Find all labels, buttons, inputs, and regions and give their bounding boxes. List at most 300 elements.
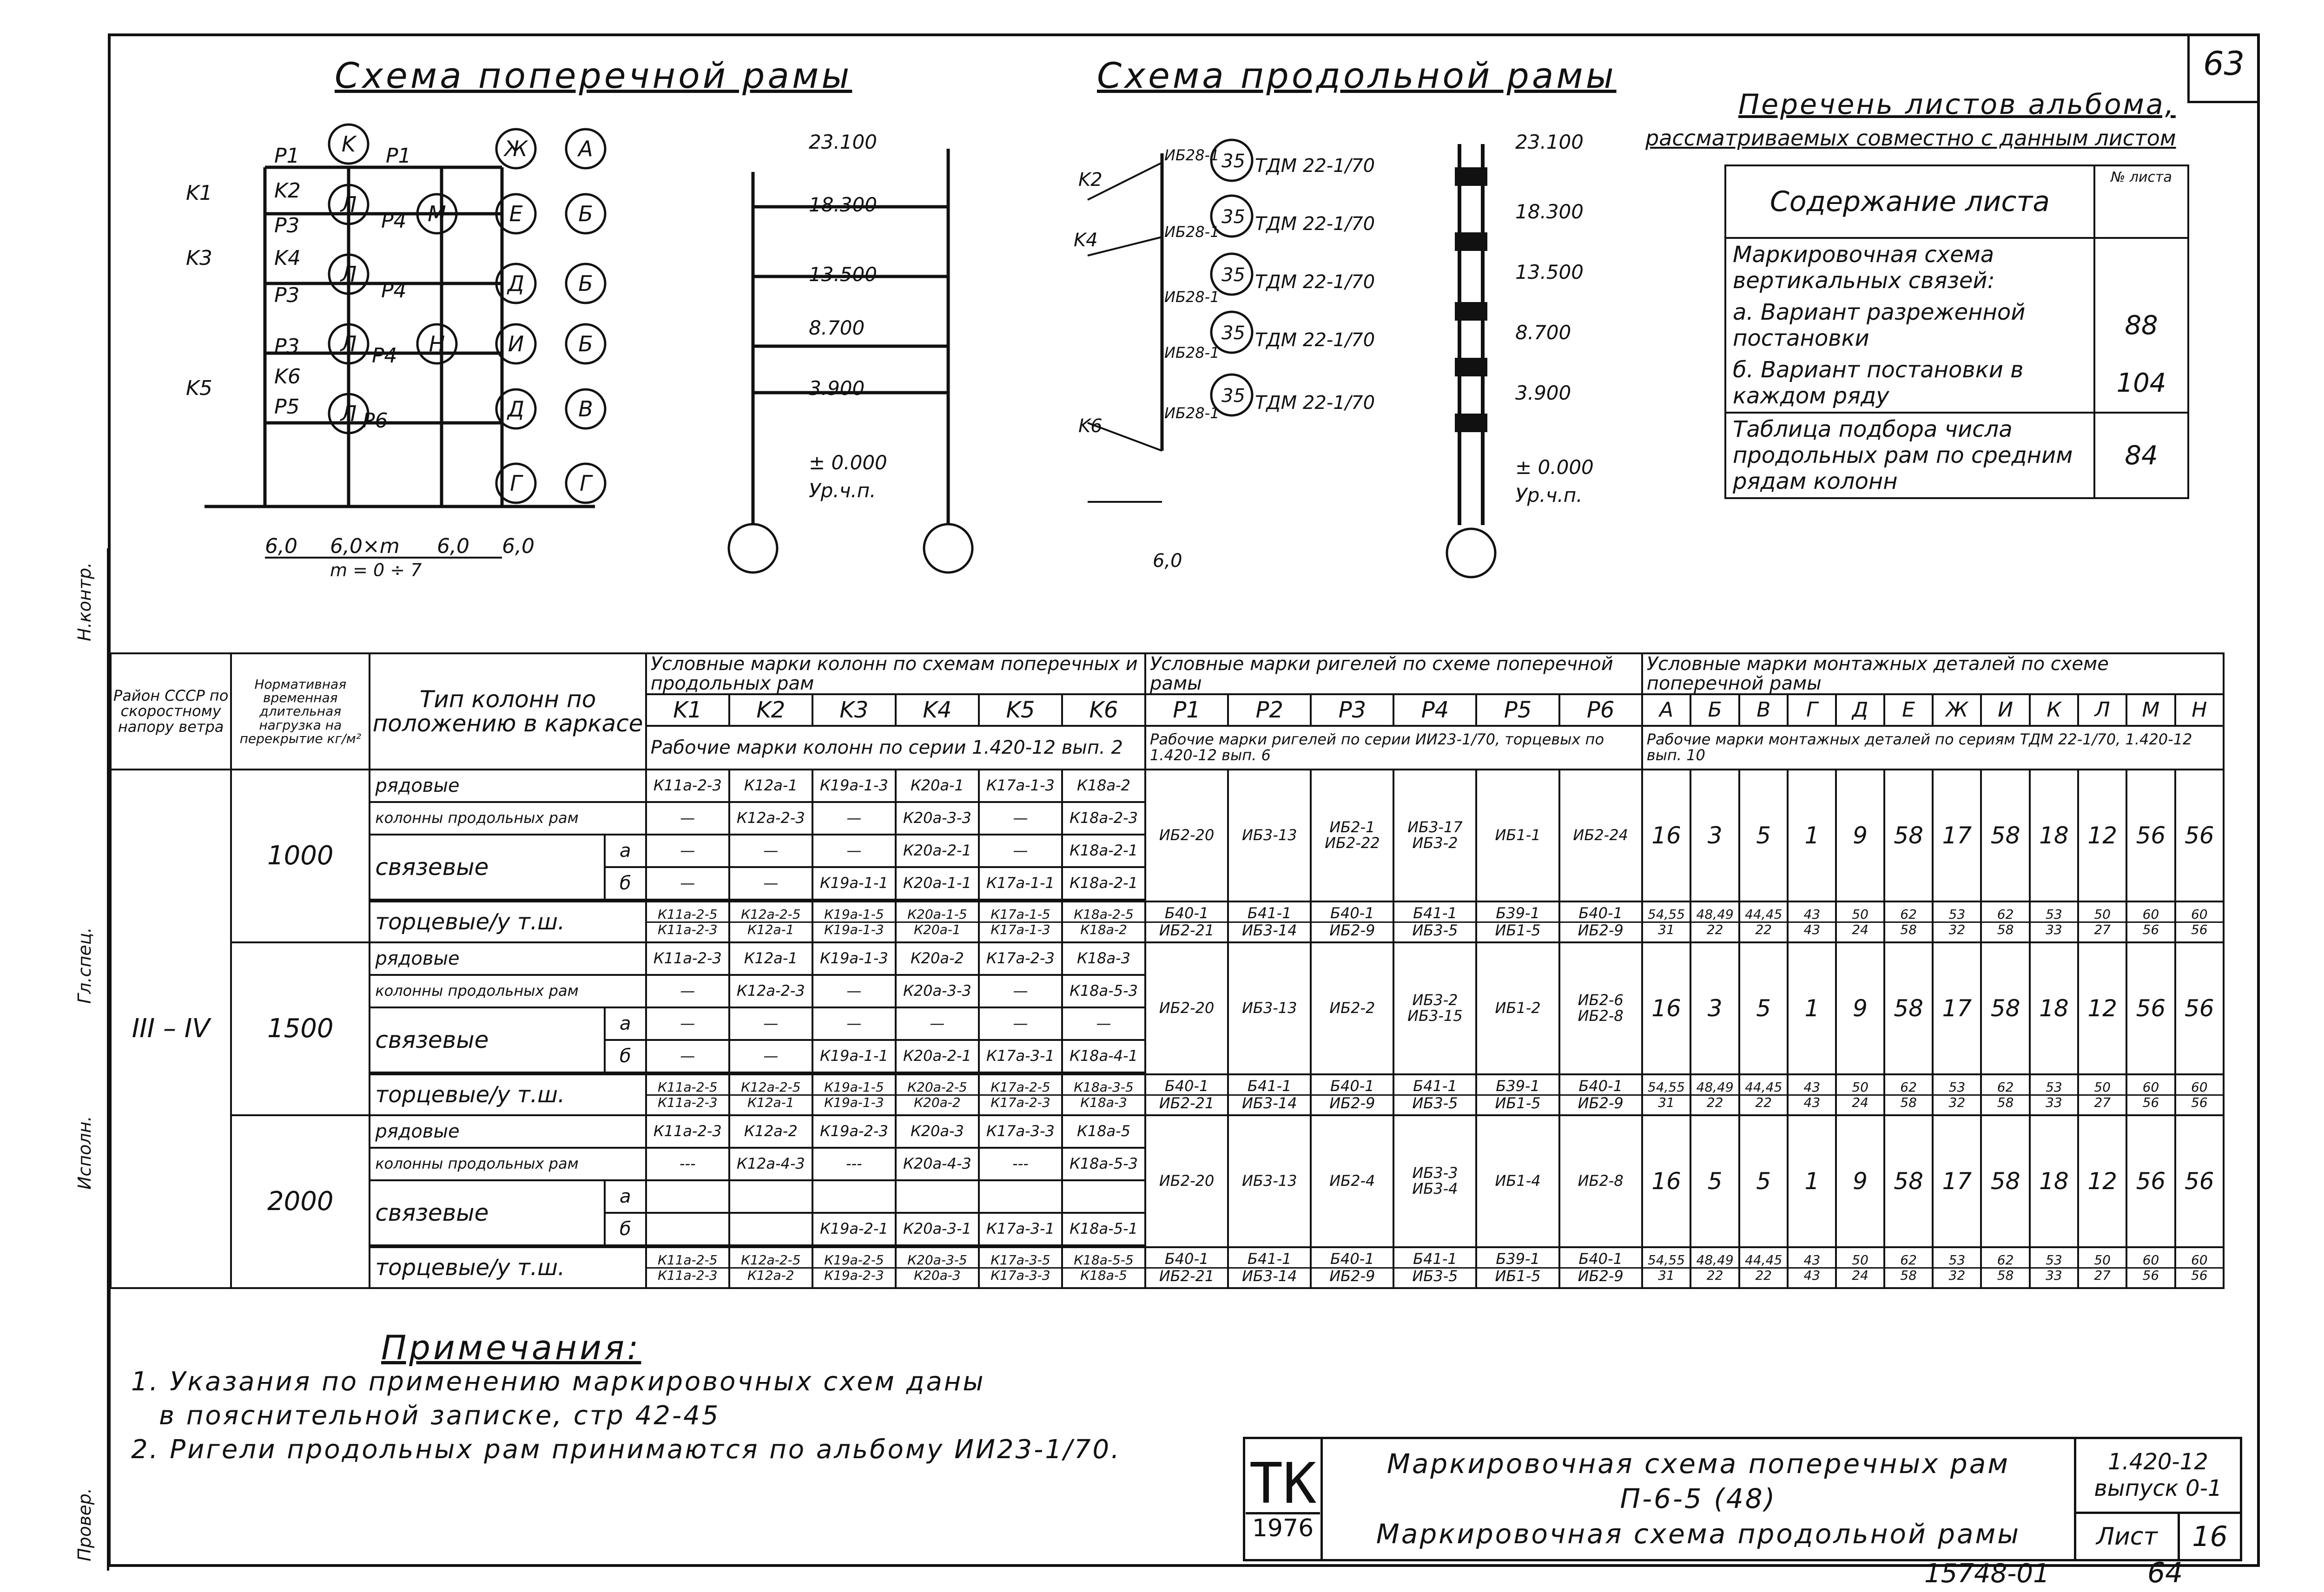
- long-brace-5: ИБ28-1: [1164, 404, 1220, 422]
- beam-mark-pair: [1476, 901, 1559, 942]
- sub-a: а: [605, 835, 646, 867]
- pair-line: К17а-2-3: [990, 1094, 1050, 1110]
- cross-beam-p6: P6: [363, 409, 388, 433]
- pair-line: 31: [1658, 1094, 1675, 1110]
- beam-mark-pair: [1559, 1074, 1642, 1115]
- beam-mark-line: ИБ2-20: [1159, 999, 1215, 1017]
- pair: [1885, 1080, 1932, 1109]
- cross-frame-diagram: [177, 112, 641, 576]
- sheets-list-subtitle: рассматриваемых совместно с данным листом: [1645, 125, 2176, 151]
- det-mark-pair: [2126, 1247, 2175, 1288]
- sheets-row-3: б. Вариант постановки в каждом ряду: [1725, 354, 2094, 413]
- pair: [1229, 1079, 1310, 1111]
- det-mark: 9: [1836, 942, 1884, 1074]
- det-code: Н: [2175, 694, 2224, 726]
- pair: [1837, 1253, 1883, 1282]
- pair: [2176, 1080, 2223, 1109]
- cross-l4: Л: [340, 401, 357, 426]
- col-mark: —: [896, 1007, 979, 1040]
- det-mark: 9: [1836, 1115, 1884, 1247]
- col-mark: ---: [812, 1148, 896, 1180]
- pair-line: К11а-2-3: [658, 921, 718, 937]
- long-tdm-1: ТДМ 22-1/70: [1255, 155, 1375, 177]
- det-mark-pair: [1884, 901, 1933, 942]
- col-mark: [729, 1180, 812, 1213]
- h-beam-marks: Условные марки ригелей по схеме поперечной рамы: [1145, 653, 1642, 694]
- pair: [980, 908, 1061, 936]
- pair-line: 22: [1755, 921, 1772, 937]
- det-mark-pair: [1933, 1247, 1981, 1288]
- pair-line: 31: [1658, 1267, 1675, 1283]
- col-mark: К11а-2-3: [646, 770, 729, 802]
- long-circle-4: 35: [1221, 322, 1245, 344]
- type-row: рядовые: [370, 1115, 646, 1148]
- sub-b: б: [605, 867, 646, 900]
- pair: [2127, 1253, 2174, 1282]
- col-mark: —: [646, 802, 729, 835]
- pair-line: 50: [1837, 1253, 1883, 1268]
- pair-line: 58: [1900, 921, 1917, 937]
- pair-line: Б39-1: [1477, 1079, 1558, 1096]
- pair-line: 24: [1852, 1094, 1868, 1110]
- pair-line: К20а-1-5: [897, 908, 978, 922]
- stamp-line-2: П-6-5 (48): [1620, 1483, 1777, 1515]
- det-mark: 5: [1739, 1115, 1788, 1247]
- col-mark: —: [979, 802, 1062, 835]
- pair: [2031, 1080, 2077, 1109]
- col-mark-pair: [812, 901, 896, 942]
- pair-line: 27: [2094, 921, 2111, 937]
- beam-mark-line: ИБ2-4: [1329, 1172, 1375, 1190]
- pair-line: 33: [2046, 1094, 2062, 1110]
- det-mark: 5: [1739, 942, 1788, 1074]
- pair-line: 62: [1982, 1080, 2028, 1095]
- long-tdm-2: ТДМ 22-1/70: [1255, 213, 1375, 235]
- stamp-series-cell: [2075, 1438, 2241, 1513]
- pair: [980, 1253, 1061, 1282]
- det-mark: 16: [1642, 1115, 1691, 1247]
- elev-23100: 23.100: [809, 131, 877, 153]
- type-brace: связевые: [370, 835, 605, 900]
- pair: [647, 1080, 728, 1109]
- pair: [1789, 1080, 1835, 1109]
- pair-line: 56: [2191, 1094, 2208, 1110]
- col-mark: ---: [646, 1148, 729, 1180]
- pair-line: 32: [1948, 1094, 1966, 1110]
- pair-line: 43: [1789, 908, 1835, 922]
- det-mark: 5: [1690, 1115, 1739, 1247]
- type-end: торцевые/у т.ш.: [370, 1074, 646, 1115]
- pair-line: 53: [1934, 1080, 1980, 1095]
- pair-line: ИБ3-5: [1412, 921, 1458, 939]
- pair-line: 33: [2046, 1267, 2062, 1283]
- sub-b: б: [605, 1040, 646, 1072]
- pair: [1691, 1080, 1738, 1109]
- pair: [730, 908, 812, 936]
- pair-line: К17а-1-3: [990, 921, 1050, 937]
- det-mark: 1: [1788, 1115, 1836, 1247]
- pair: [1394, 1251, 1475, 1284]
- pair-line: 53: [2031, 908, 2077, 922]
- pair-line: ИБ2-21: [1159, 1267, 1215, 1285]
- det-mark-pair: [1690, 901, 1739, 942]
- col-code: K4: [896, 694, 979, 726]
- cross-beam-p4b: P4: [381, 279, 407, 303]
- type-end: торцевые/у т.ш.: [370, 1247, 646, 1288]
- col-mark-pair: [896, 1247, 979, 1288]
- col-mark-pair: [646, 1074, 729, 1115]
- stamp-year: 1976: [1246, 1512, 1320, 1542]
- long-brace-3: ИБ28-1: [1164, 288, 1220, 306]
- pair-line: 54,55: [1643, 1253, 1690, 1268]
- det-mark-pair: [2175, 1074, 2224, 1115]
- col-mark: К20а-2-1: [896, 835, 979, 867]
- pair-line: ИБ3-14: [1241, 1267, 1297, 1285]
- marks-table: [110, 652, 2225, 1289]
- pair-line: К19а-1-5: [813, 1080, 895, 1095]
- col-mark: —: [812, 835, 896, 867]
- pair: [1560, 906, 1641, 938]
- pair-line: 56: [2191, 921, 2208, 937]
- pair: [897, 908, 978, 936]
- col-mark: К20а-1-1: [896, 867, 979, 900]
- col-mark: —: [646, 975, 729, 1007]
- pair: [1885, 908, 1932, 936]
- col-mark-pair: [896, 1074, 979, 1115]
- load-cell: 1000: [231, 770, 370, 942]
- cross-col-k4: K4: [274, 246, 301, 270]
- pair-line: К20а-2: [914, 1094, 961, 1110]
- det-mark-pair: [1739, 1247, 1788, 1288]
- cross-col-p3c: P3: [274, 335, 300, 358]
- col-mark: К18а-2-1: [1062, 835, 1145, 867]
- pair-line: 58: [1900, 1267, 1917, 1283]
- pair: [1229, 906, 1310, 938]
- pair-line: 43: [1789, 1080, 1835, 1095]
- pair-line: Б40-1: [1146, 906, 1227, 923]
- col-mark: [646, 1180, 729, 1213]
- pair: [1643, 1253, 1690, 1282]
- det-mark: 58: [1884, 1115, 1933, 1247]
- col-mark: К17а-1-1: [979, 867, 1062, 900]
- sheets-num-1: [2094, 238, 2188, 296]
- elev-r-18300: 18.300: [1515, 200, 1584, 223]
- det-mark-pair: [1933, 901, 1981, 942]
- beam-mark-pair: [1311, 1247, 1393, 1288]
- det-mark-pair: [1981, 901, 2029, 942]
- det-code: Ж: [1933, 694, 1981, 726]
- pair-line: Б40-1: [1312, 906, 1393, 923]
- table-row: [111, 901, 2224, 942]
- det-code: Г: [1788, 694, 1836, 726]
- pair-line: 58: [1900, 1094, 1917, 1110]
- pair-line: 43: [1803, 1094, 1821, 1110]
- pair-line: К12а-1: [747, 921, 794, 937]
- det-mark: 9: [1836, 770, 1884, 901]
- det-mark: 12: [2078, 770, 2126, 901]
- pair-line: 50: [1837, 908, 1883, 922]
- det-mark-pair: [1788, 901, 1836, 942]
- cross-dim-4: 6,0: [502, 534, 535, 558]
- pair-line: ИБ2-21: [1159, 921, 1215, 939]
- beam-mark-line: ИБ2-1: [1329, 818, 1375, 836]
- cross-k: K: [341, 132, 356, 157]
- notes-title: Примечания:: [381, 1328, 641, 1367]
- cross-m-range: m = 0 ÷ 7: [330, 560, 422, 576]
- elev-r-0000: ± 0.000: [1515, 456, 1594, 479]
- type-long: колонны продольных рам: [370, 975, 646, 1007]
- col-mark: К18а-5-3: [1062, 975, 1145, 1007]
- beam-code: P4: [1393, 694, 1476, 726]
- pair: [1477, 1079, 1558, 1111]
- det-mark: 58: [1981, 942, 2029, 1074]
- pair-line: 31: [1658, 921, 1675, 937]
- pair-line: 54,55: [1643, 908, 1690, 922]
- pair-line: 32: [1948, 1267, 1966, 1283]
- pair-line: 22: [1755, 1094, 1772, 1110]
- h-region: Район СССР по скоростному напору ветра: [111, 653, 231, 770]
- col-mark: К12а-4-3: [729, 1148, 812, 1180]
- pair-line: К12а-2-5: [730, 908, 812, 922]
- beam-mark-line: ИБ3-2: [1412, 991, 1458, 1009]
- cross-b2: Б: [578, 271, 593, 296]
- col-mark: —: [812, 975, 896, 1007]
- col-mark: К18а-2-1: [1062, 867, 1145, 900]
- col-mark: К12а-1: [729, 770, 812, 802]
- beam-mark-line: ИБ2-8: [1578, 1007, 1624, 1025]
- beam-mark-line: ИБ3-13: [1241, 999, 1297, 1017]
- pair-line: К19а-2-3: [824, 1267, 884, 1283]
- det-mark-pair: [2078, 901, 2126, 942]
- elev-13500: 13.500: [809, 263, 877, 286]
- notes-block: [131, 1365, 1121, 1467]
- col-mark: К17а-2-3: [979, 942, 1062, 975]
- col-mark-pair: [1062, 1247, 1145, 1288]
- cross-dim-1: 6,0: [265, 534, 297, 558]
- pair-line: Б41-1: [1394, 906, 1475, 923]
- elev-3900: 3.900: [809, 377, 865, 400]
- col-mark: [1062, 1180, 1145, 1213]
- det-mark: 58: [1981, 770, 2029, 901]
- col-mark: —: [646, 867, 729, 900]
- det-mark-pair: [1981, 1074, 2029, 1115]
- beam-mark-line: ИБ2-24: [1573, 826, 1628, 844]
- pair: [1789, 1253, 1835, 1282]
- det-mark: 58: [1884, 770, 1933, 901]
- det-mark-pair: [1739, 901, 1788, 942]
- pair-line: Б41-1: [1394, 1251, 1475, 1269]
- cross-beam-p4c: P4: [372, 344, 397, 368]
- det-mark: 17: [1933, 1115, 1981, 1247]
- elev-r-23100: 23.100: [1515, 131, 1584, 153]
- det-mark-pair: [1836, 1074, 1884, 1115]
- pair: [1643, 908, 1690, 936]
- beam-mark-pair: [1559, 1247, 1642, 1288]
- pair: [2031, 908, 2077, 936]
- pair-line: ИБ2-9: [1578, 1094, 1624, 1112]
- sheets-num-3: 104: [2094, 354, 2188, 413]
- col-mark: К18а-5-3: [1062, 1148, 1145, 1180]
- cross-b1: Б: [578, 201, 593, 226]
- stamp-line-1: Маркировочная схема поперечных рам: [1386, 1447, 2010, 1480]
- archive-number: 15748-01: [1924, 1559, 2050, 1589]
- beam-mark: [1393, 1115, 1476, 1247]
- beam-mark-line: ИБ2-20: [1159, 826, 1215, 844]
- pair-line: К17а-3-3: [990, 1267, 1050, 1283]
- pair-line: К17а-2-5: [980, 1080, 1061, 1095]
- pair: [2079, 1080, 2126, 1109]
- long-frame-diagram-left: [716, 125, 976, 590]
- det-mark: 56: [2126, 942, 2175, 1074]
- col-mark: [812, 1180, 896, 1213]
- beam-mark-line: ИБ2-2: [1329, 999, 1375, 1017]
- cross-label-k5: K5: [186, 376, 212, 400]
- pair: [1146, 1079, 1227, 1111]
- pair-line: К20а-1: [914, 921, 961, 937]
- pair-line: К11а-2-3: [658, 1094, 718, 1110]
- col-mark: К19а-1-3: [812, 942, 896, 975]
- long-tdm-3: ТДМ 22-1/70: [1255, 271, 1375, 293]
- pair-line: 27: [2094, 1267, 2111, 1283]
- col-mark: К17а-1-3: [979, 770, 1062, 802]
- pair-line: К20а-3: [914, 1267, 961, 1283]
- det-code: М: [2126, 694, 2175, 726]
- pair: [1934, 908, 1980, 936]
- pair-line: 60: [2127, 908, 2174, 922]
- page-number: 63: [2203, 45, 2245, 83]
- cross-g1: Г: [510, 471, 522, 496]
- long-frame-diagram-mid: [1060, 125, 1422, 590]
- det-mark-pair: [1788, 1074, 1836, 1115]
- page-number-bottom: 64: [2147, 1557, 2183, 1589]
- pair-line: 50: [2079, 1080, 2126, 1095]
- elev-0000: ± 0.000: [809, 451, 887, 474]
- pair-line: 43: [1803, 1267, 1821, 1283]
- cross-g2: Г: [580, 471, 592, 496]
- col-mark-pair: [1062, 901, 1145, 942]
- pair: [1643, 1080, 1690, 1109]
- side-label-3: Исполн.: [74, 1116, 95, 1190]
- col-mark: К12а-2-3: [729, 802, 812, 835]
- beam-mark-line: ИБ3-4: [1412, 1180, 1458, 1197]
- cross-n: H: [429, 331, 445, 356]
- det-mark: 56: [2126, 1115, 2175, 1247]
- pair-line: 60: [2127, 1253, 2174, 1268]
- pair: [1885, 1253, 1932, 1282]
- pair: [647, 1253, 728, 1282]
- pair: [647, 908, 728, 936]
- col-mark: К18а-2-3: [1062, 802, 1145, 835]
- pair-line: Б40-1: [1560, 1251, 1641, 1269]
- h-beam-work: Рабочие марки ригелей по серии ИИ23-1/70, торцевых по 1.420-12 вып. 6: [1145, 726, 1642, 770]
- stamp-logo-cell: [1244, 1438, 1322, 1560]
- sheets-header-num: № листа: [2094, 165, 2188, 238]
- col-mark: —: [812, 802, 896, 835]
- beam-mark-line: ИБ1-4: [1495, 1172, 1541, 1190]
- cross-a: A: [578, 136, 593, 161]
- pair: [1229, 1251, 1310, 1284]
- pair: [1477, 1251, 1558, 1284]
- col-mark: [896, 1180, 979, 1213]
- det-code: И: [1981, 694, 2029, 726]
- pair-line: 53: [2031, 1253, 2077, 1268]
- beam-mark: [1476, 942, 1559, 1074]
- pair-line: К18а-2: [1080, 921, 1127, 937]
- det-mark: 3: [1690, 770, 1739, 901]
- beam-mark-pair: [1476, 1074, 1559, 1115]
- col-mark: [729, 1213, 812, 1245]
- pair-line: ИБ2-9: [1578, 921, 1624, 939]
- stamp-issue: выпуск 0-1: [2094, 1475, 2222, 1502]
- det-mark-pair: [1836, 1247, 1884, 1288]
- table-row: [111, 1115, 2224, 1148]
- pair: [1740, 908, 1787, 936]
- table-row: [111, 942, 2224, 975]
- cross-col-p3a: P3: [274, 214, 300, 237]
- cross-dim-2: 6,0×m: [330, 534, 400, 558]
- beam-code: P3: [1311, 694, 1393, 726]
- note-1b: в пояснительной записке, стр 42-45: [159, 1400, 720, 1431]
- pair: [1063, 1080, 1144, 1109]
- beam-mark-pair: [1228, 901, 1311, 942]
- pair: [1691, 1253, 1738, 1282]
- pair-line: Б40-1: [1146, 1251, 1227, 1269]
- pair: [1312, 1079, 1393, 1111]
- beam-mark-line: ИБ2-6: [1578, 991, 1624, 1009]
- pair-line: 50: [2079, 1253, 2126, 1268]
- long-brace-1: ИБ28-1: [1164, 146, 1220, 164]
- pair: [897, 1080, 978, 1109]
- pair-line: ИБ3-5: [1412, 1094, 1458, 1112]
- beam-mark: [1228, 942, 1311, 1074]
- pair: [897, 1253, 978, 1282]
- pair-line: 48,49: [1691, 1253, 1738, 1268]
- beam-mark-pair: [1145, 901, 1228, 942]
- region-cell: III – IV: [111, 770, 231, 1288]
- type-row: рядовые: [370, 942, 646, 975]
- col-code: K5: [979, 694, 1062, 726]
- pair-line: К18а-3-5: [1063, 1080, 1144, 1095]
- elev-r-3900: 3.900: [1515, 382, 1571, 404]
- pair-line: К18а-3: [1080, 1094, 1127, 1110]
- col-mark-pair: [646, 1247, 729, 1288]
- beam-mark-line: ИБ3-3: [1412, 1164, 1458, 1182]
- col-mark-pair: [896, 901, 979, 942]
- det-mark-pair: [2126, 1074, 2175, 1115]
- cross-m: M: [428, 201, 446, 226]
- pair-line: Б40-1: [1560, 906, 1641, 923]
- pair-line: Б39-1: [1477, 906, 1558, 923]
- cross-v: В: [578, 396, 593, 421]
- sheets-num-2: 88: [2094, 296, 2188, 354]
- pair-line: 60: [2176, 1080, 2223, 1095]
- pair: [1394, 906, 1475, 938]
- det-mark-pair: [1642, 901, 1691, 942]
- cross-label-k3: K3: [186, 246, 212, 270]
- det-mark: 56: [2175, 942, 2224, 1074]
- pair-line: Б41-1: [1229, 906, 1310, 923]
- pair: [980, 1080, 1061, 1109]
- beam-mark-line: ИБ3-17: [1407, 818, 1463, 836]
- type-end: торцевые/у т.ш.: [370, 901, 646, 942]
- beam-mark: [1145, 770, 1228, 901]
- col-mark: —: [979, 835, 1062, 867]
- beam-mark-pair: [1228, 1247, 1311, 1288]
- pair-line: К12а-2-5: [730, 1080, 812, 1095]
- cross-d1: Д: [508, 271, 524, 296]
- pair: [1394, 1079, 1475, 1111]
- pair-line: ИБ2-9: [1329, 1094, 1375, 1112]
